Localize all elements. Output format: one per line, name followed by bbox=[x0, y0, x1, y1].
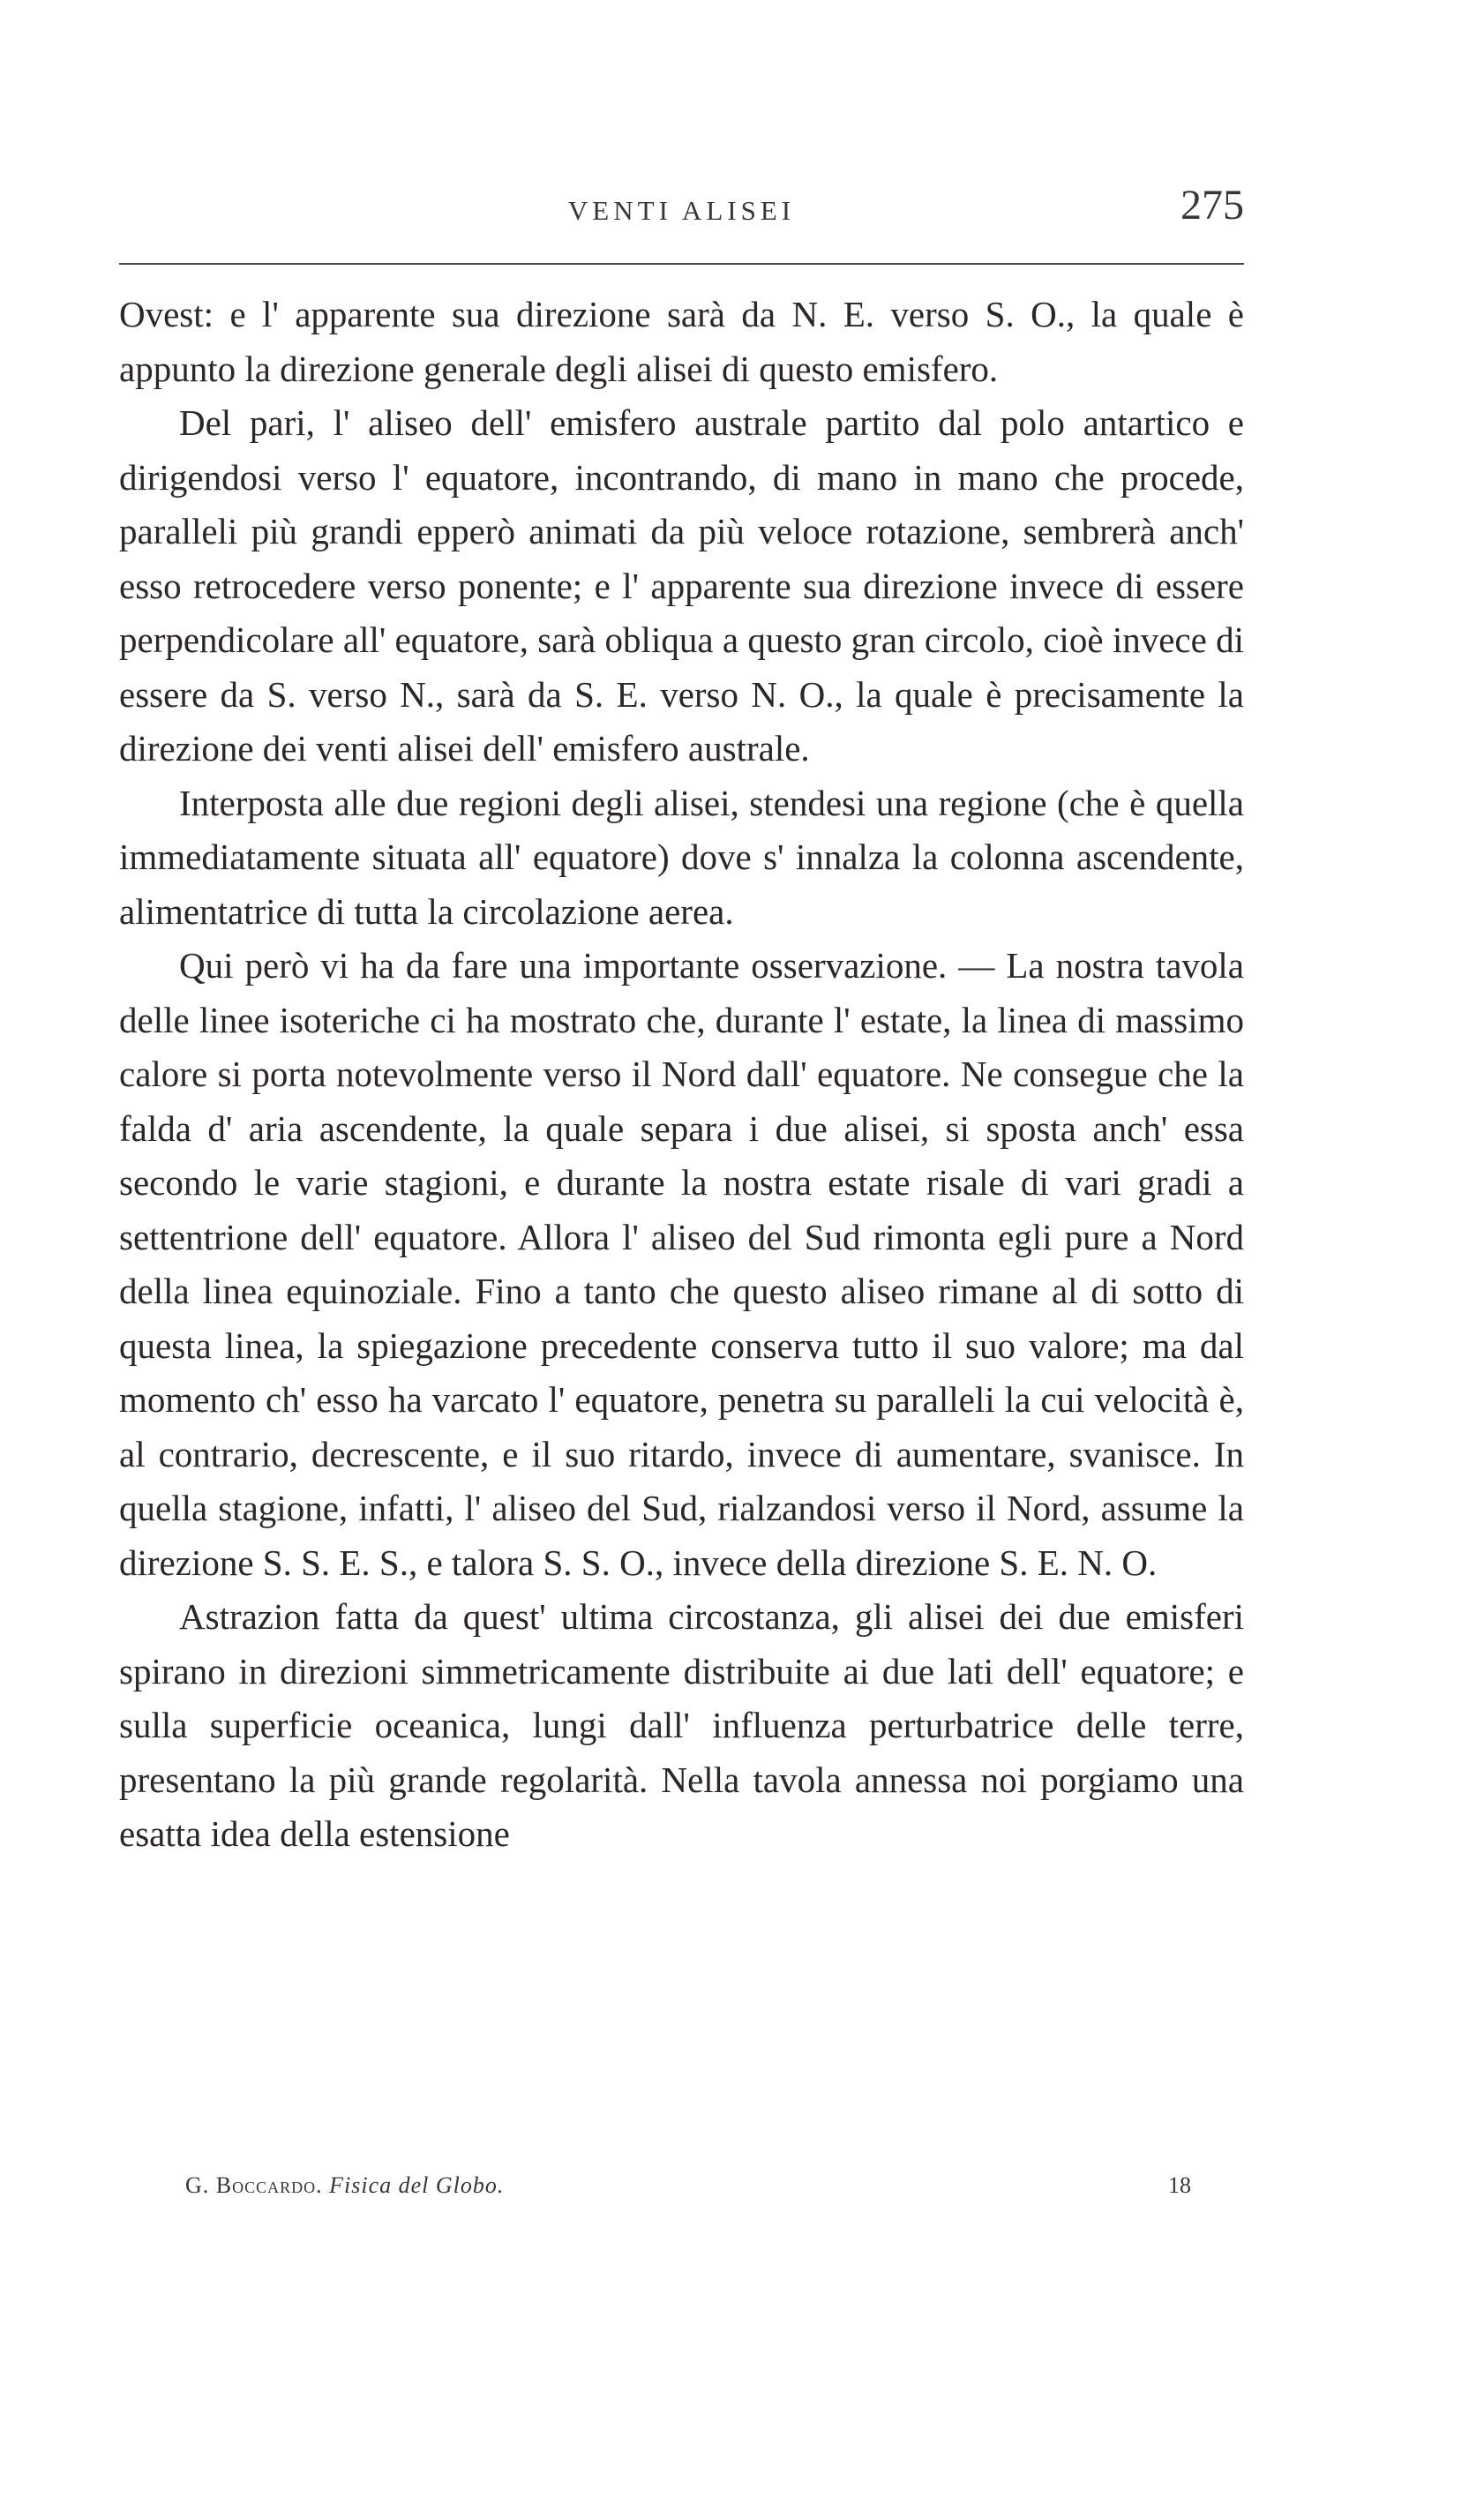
page-footer bbox=[185, 2172, 1191, 2208]
running-head bbox=[119, 181, 1244, 243]
footer-book-title: Fisica del Globo. bbox=[329, 2172, 505, 2198]
paragraph: Del pari, l' aliseo dell' emisfero australe partito dal polo antartico e dirigendosi verso l' equatore, incontrando, di mano in mano che procede, paralleli più grandi epperò animati da più veloce rotazione, sembrerà anch' esso retrocedere verso ponente; e l' apparente sua direzione invece di essere perpendicolare all' equatore, sarà obliqua a questo gran circolo, cioè invece di essere da S. verso N., sarà da S. E. verso N. O., la quale è precisamente la direzione dei venti alisei dell' emisfero australe. bbox=[119, 402, 1244, 769]
footer-author: G. Boccardo. bbox=[185, 2172, 323, 2198]
running-title: VENTI ALISEI bbox=[567, 195, 796, 226]
paragraph: Ovest: e l' apparente sua direzione sarà da N. E. verso S. O., la quale è appunto la direzione generale degli alisei di questo emisfero. bbox=[119, 294, 1244, 389]
paragraph: Interposta alle due regioni degli alisei, stendesi una regione (che è quella immediatamente situata all' equatore) dove s' innalza la colonna ascendente, alimentatrice di tutta la circolazione aerea. bbox=[119, 782, 1244, 932]
footer-signature bbox=[185, 2172, 504, 2199]
sheet-signature: 18 bbox=[1168, 2172, 1191, 2198]
page-number: 275 bbox=[1180, 182, 1244, 229]
paragraph: Qui però vi ha da fare una importante osservazione. — La nostra tavola delle linee isoteriche ci ha mostrato che, durante l' estate, la linea di massimo calore si porta notevolmente verso il Nord dall' equatore. Ne consegue che la falda d' aria ascendente, la quale separa i due alisei, si sposta anch' essa secondo le varie stagioni, e durante la nostra estate risale di vari gradi a settentrione dell' equatore. Allora l' aliseo del Sud rimonta egli pure a Nord della linea equinoziale. Fino a tanto che questo aliseo rimane al di sotto di questa linea, la spiegazione precedente conserva tutto il suo valore; ma dal momento ch' esso ha varcato l' equatore, penetra su paralleli la cui velocità è, al contrario, decrescente, e il suo ritardo, invece di aumentare, svanisce. In quella stagione, infatti, l' aliseo del Sud, rialzandosi verso il Nord, assume la direzione S. S. E. S., e talora S. S. O., invece della direzione S. E. N. O. bbox=[119, 945, 1244, 1583]
body-text bbox=[119, 265, 1244, 1862]
paragraph: Astrazion fatta da quest' ultima circostanza, gli alisei dei due emisferi spirano in direzioni simmetricamente distribuite ai due lati dell' equatore; e sulla superficie oceanica, lungi dall' influenza perturbatrice delle terre, presentano la più grande regolarità. Nella tavola annessa noi porgiamo una esatta idea della estensione bbox=[119, 1596, 1244, 1854]
